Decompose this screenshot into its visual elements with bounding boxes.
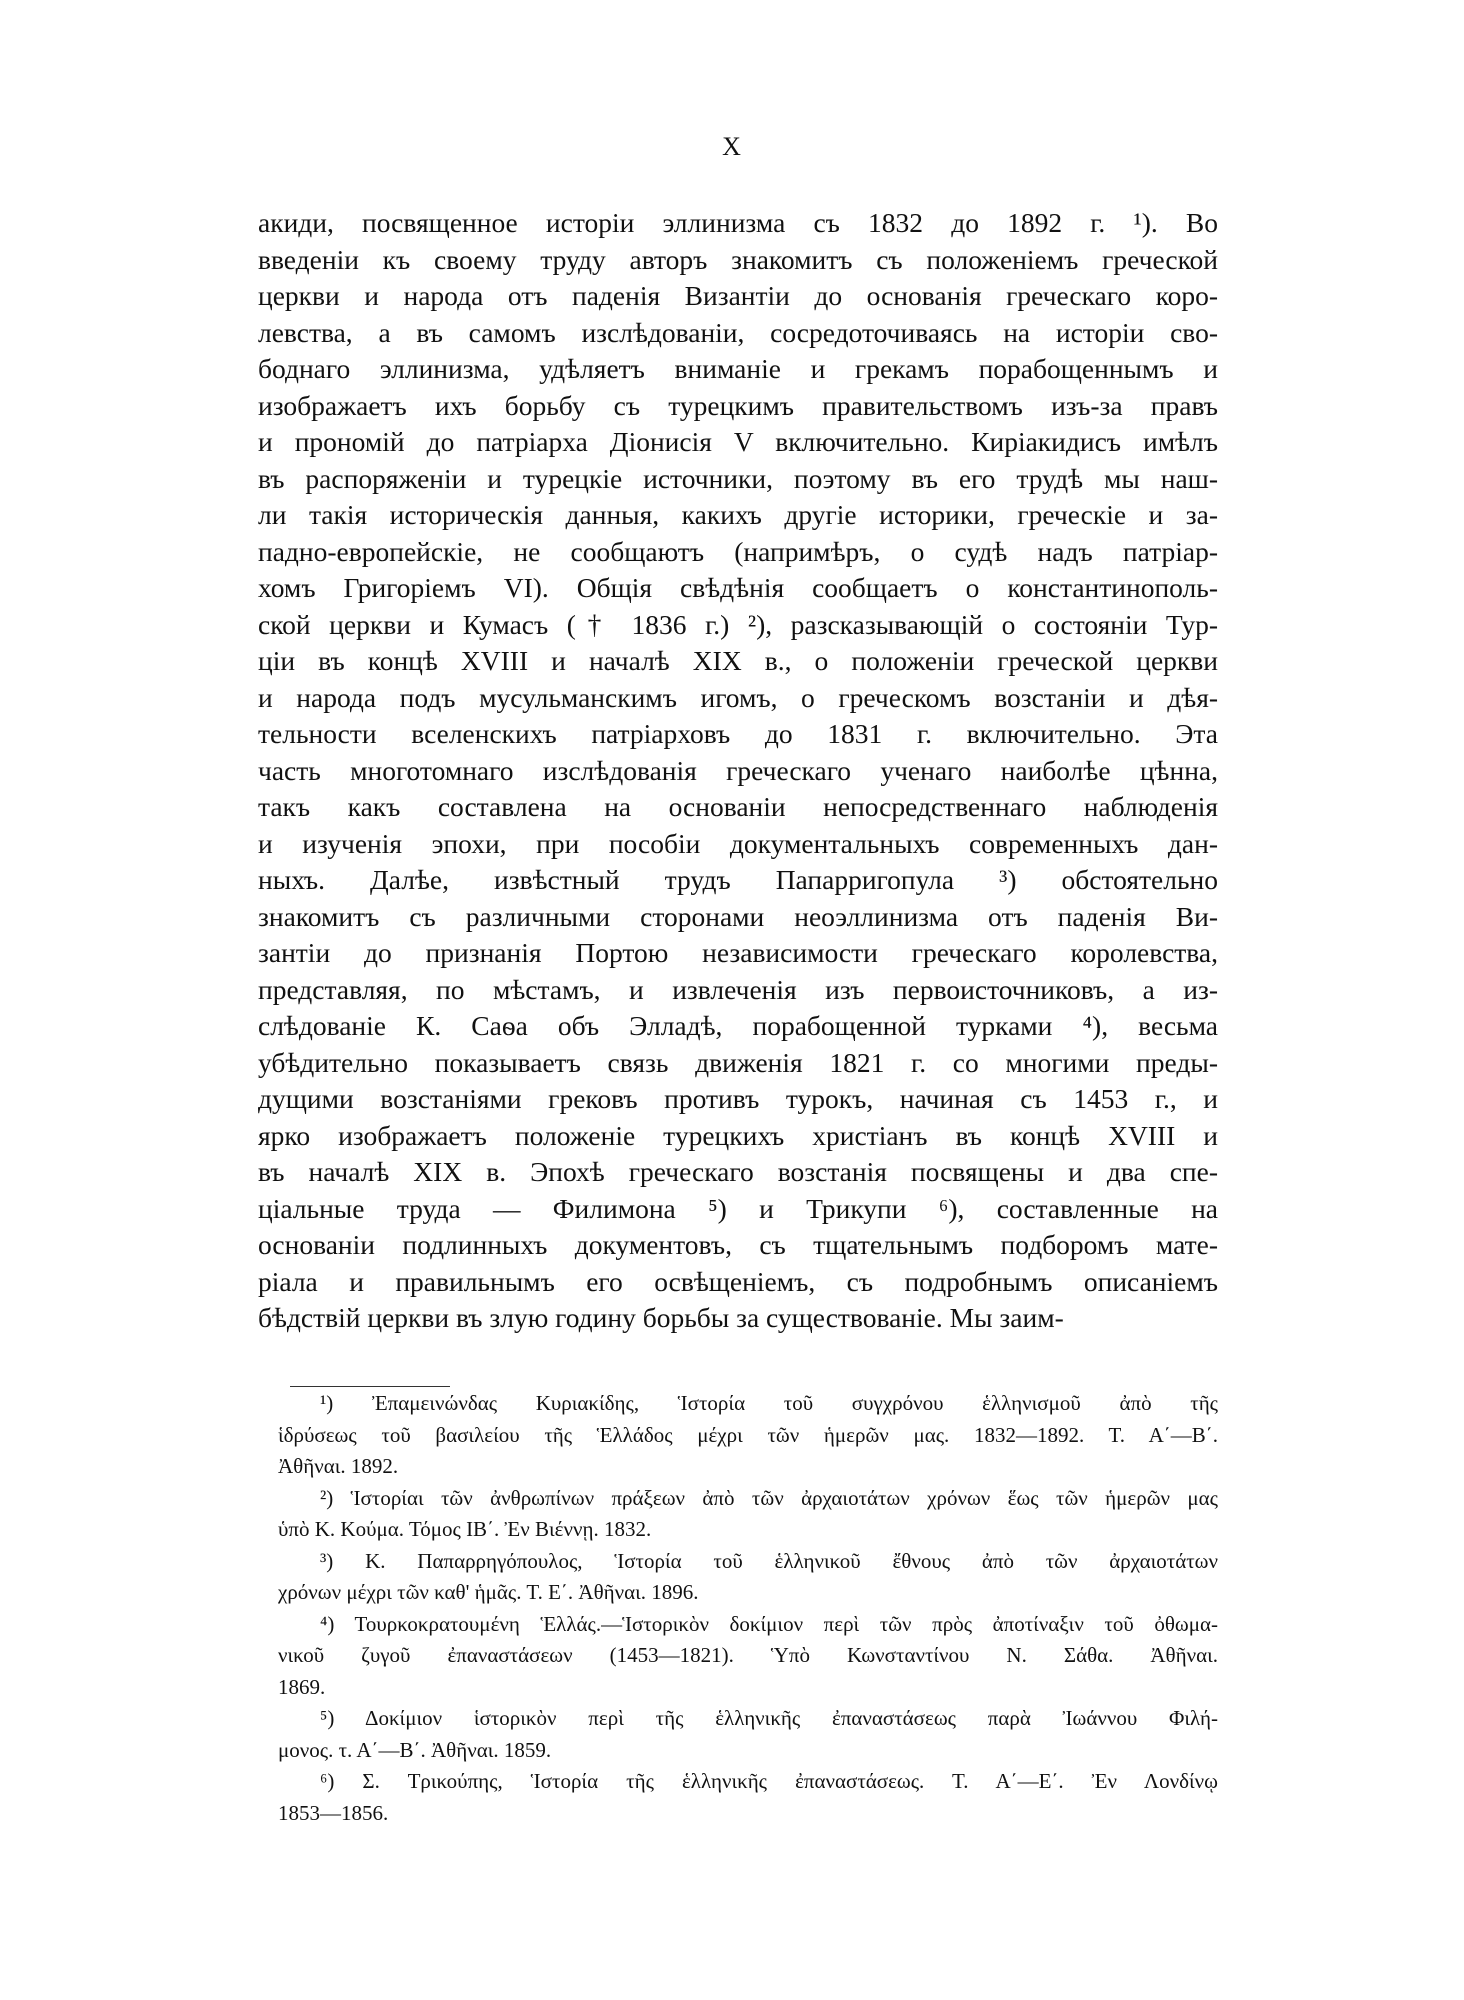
body-line: хомъ Григоріемъ VI). Общія свѣдѣнія сообщаетъ о константинополь- xyxy=(258,572,1218,603)
body-line: ярко изображаетъ положеніе турецкихъ христіанъ въ концѣ XVIII и xyxy=(258,1119,1218,1151)
body-line: ли такія историческія данныя, какихъ другіе историки, греческіе и за- xyxy=(258,499,1218,530)
body-line: такъ какъ составлена на основаніи непосредственнаго наблюденія xyxy=(258,791,1218,822)
footnote-line: ⁵) Δοκίμιον ἱστορικὸν περὶ τῆς ἑλληνικῆς ἐπαναστάσεως παρὰ Ἰωάννου Φιλή- xyxy=(320,1706,1218,1730)
body-line: основаніи подлинныхъ документовъ, съ тщательнымъ подборомъ мате- xyxy=(258,1229,1218,1260)
footnote-2 xyxy=(278,1483,1218,1546)
footnote-line: ⁶) Σ. Τρικούπης, Ἱστορία τῆς ἑλληνικῆς ἐπαναστάσεως. Τ. Α΄—Ε΄. Ἐν Λονδίνῳ xyxy=(320,1769,1218,1793)
body-line: ныхъ. Далѣе, извѣстный трудъ Папарригопула ³) обстоятельно xyxy=(258,864,1218,895)
body-line: часть многотомнаго изслѣдованія греческаго ученаго наиболѣе цѣнна, xyxy=(258,754,1218,786)
body-line: и изученія эпохи, при пособіи документальныхъ современныхъ дан- xyxy=(258,827,1218,859)
body-line: въ распоряженіи и турецкіе источники, поэтому въ его трудѣ мы наш- xyxy=(258,462,1218,494)
footnote-line: μονος. τ. Α΄—Β΄. Ἀθῆναι. 1859. xyxy=(278,1737,552,1762)
footnote-1 xyxy=(278,1388,1218,1483)
footnote-line: ⁴) Τουρκοκρατουμένη Ἑλλάς.—Ἱστορικὸν δοκίμιον περὶ τῶν πρὸς ἀποτίναξιν τοῦ ὀθωμα- xyxy=(320,1611,1218,1636)
body-line: тельности вселенскихъ патріарховъ до 1831 г. включительно. Эта xyxy=(258,718,1218,749)
body-line: ціальные труда — Филимона ⁵) и Трикупи ⁶), составленные на xyxy=(258,1192,1218,1224)
footnote-line: νικοῦ ζυγοῦ ἐπαναστάσεων (1453—1821). Ὑπὸ Κωνσταντίνου Ν. Σάθα. Ἀθῆναι. xyxy=(278,1643,1218,1667)
body-line: дущими возстаніями грековъ противъ турокъ, начиная съ 1453 г., и xyxy=(258,1083,1218,1114)
body-line: акиди, посвященное исторіи эллинизма съ 1832 до 1892 г. ¹). Во xyxy=(258,207,1218,238)
page-number: X xyxy=(722,132,742,161)
body-line: знакомитъ съ различными сторонами неоэллинизма отъ паденія Ви- xyxy=(258,900,1218,932)
footnote-line: ¹) Ἐπαμεινώνδας Κυριακίδης, Ἱστορία τοῦ συγχρόνου ἑλληνισμοῦ ἀπὸ τῆς xyxy=(320,1391,1218,1415)
body-line: ской церкви и Кумасъ († 1836 г.) ²), разсказывающій о состояніи Тур- xyxy=(258,608,1218,640)
body-line: левства, а въ самомъ изслѣдованіи, сосредоточиваясь на исторіи сво- xyxy=(258,316,1218,348)
body-line: ріала и правильнымъ его освѣщеніемъ, съ подробнымъ описаніемъ xyxy=(258,1265,1218,1297)
footnote-line: 1853—1856. xyxy=(278,1800,389,1825)
body-line: боднаго эллинизма, удѣляетъ вниманіе и грекамъ порабощеннымъ и xyxy=(258,353,1218,384)
footnote-line: 1869. xyxy=(278,1674,326,1699)
body-line: изображаетъ ихъ борьбу съ турецкимъ правительствомъ изъ-за правъ xyxy=(258,389,1218,421)
footnote-5 xyxy=(278,1703,1218,1766)
body-line: убѣдительно показываетъ связь движенія 1821 г. со многими преды- xyxy=(258,1046,1218,1078)
body-line: бѣдствій церкви въ злую годину борьбы за существованіе. Мы заим- xyxy=(258,1302,1064,1333)
body-line: введеніи къ своему труду авторъ знакомитъ съ положеніемъ греческой xyxy=(258,243,1218,275)
footnote-line: ²) Ἱστορίαι τῶν ἀνθρωπίνων πράξεων ἀπὸ τῶν ἀρχαιοτάτων χρόνων ἕως τῶν ἡμερῶν μας xyxy=(320,1485,1218,1510)
footnote-line: Ἀθῆναι. 1892. xyxy=(278,1454,399,1478)
footnote-line: χρόνων μέχρι τῶν καθ' ἡμᾶς. Τ. Ε΄. Ἀθῆναι. 1896. xyxy=(278,1580,699,1604)
body-line: и прономій до патріарха Діонисія V включительно. Киріакидисъ имѣлъ xyxy=(258,426,1218,457)
footnote-6 xyxy=(278,1766,1218,1829)
body-line: слѣдованіе К. Саѳа объ Элладѣ, порабощенной турками ⁴), весьма xyxy=(258,1010,1218,1041)
body-line: и народа подъ мусульманскимъ игомъ, о греческомъ возстаніи и дѣя- xyxy=(258,681,1218,713)
body-text xyxy=(258,205,1218,1337)
body-line: падно-европейскіе, не сообщаютъ (напримѣръ, о судѣ надъ патріар- xyxy=(258,535,1218,567)
body-line: ціи въ концѣ XVIII и началѣ XIX в., о положеніи греческой церкви xyxy=(258,645,1218,676)
footnote-separator xyxy=(290,1386,450,1387)
body-line: представляя, по мѣстамъ, и извлеченія изъ первоисточниковъ, а из- xyxy=(258,973,1218,1005)
body-line: зантіи до признанія Портою независимости греческаго королевства, xyxy=(258,937,1218,968)
body-line: въ началѣ XIX в. Эпохѣ греческаго возстанія посвящены и два спе- xyxy=(258,1156,1218,1187)
footnote-4 xyxy=(278,1609,1218,1704)
footnote-line: ὑπὸ Κ. Κούμα. Τόμος ΙΒ΄. Ἐν Βιέννῃ. 1832. xyxy=(278,1517,652,1541)
body-line: церкви и народа отъ паденія Византіи до основанія греческаго коро- xyxy=(258,280,1218,311)
footnote-line: ἱδρύσεως τοῦ βασιλείου τῆς Ἑλλάδος μέχρι τῶν ἡμερῶν μας. 1832—1892. Τ. Α΄—Β΄. xyxy=(278,1422,1218,1447)
footnote-3 xyxy=(278,1546,1218,1609)
footnote-line: ³) Κ. Παπαρρηγόπουλος, Ἱστορία τοῦ ἑλληνικοῦ ἔθνους ἀπὸ τῶν ἀρχαιοτάτων xyxy=(320,1548,1218,1573)
footnotes xyxy=(278,1388,1218,1829)
